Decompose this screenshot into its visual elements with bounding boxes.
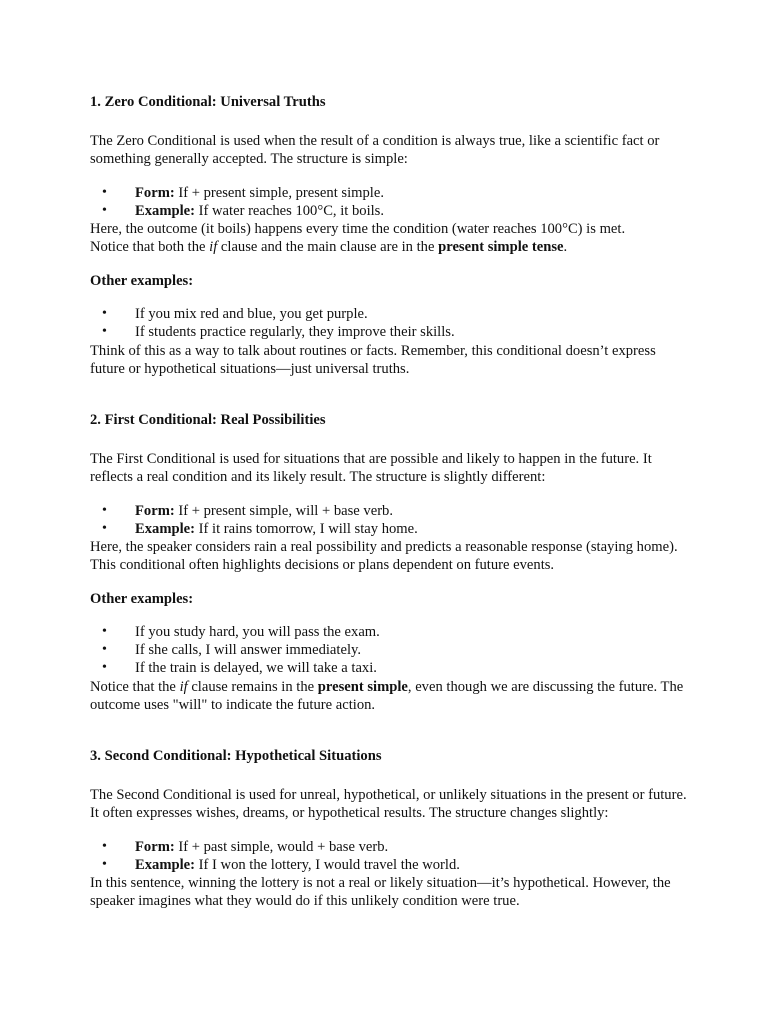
example-text: If the train is delayed, we will take a taxi. [135, 660, 377, 676]
paragraph: Here, the speaker considers rain a real possibility and predicts a reasonable response (staying home). This conditional often highlights decisions or plans dependent on future events. [90, 539, 678, 573]
section-intro [90, 450, 690, 486]
bullet-label: Example: [135, 521, 195, 537]
paragraph-block [90, 538, 690, 574]
bullet-text: If I won the lottery, I would travel the world. [195, 857, 460, 873]
list-item [90, 838, 690, 856]
bullet-icon: • [102, 521, 107, 536]
bullet-icon: • [102, 503, 107, 518]
example-text: If students practice regularly, they improve their skills. [135, 324, 455, 340]
text-run: Notice that the [90, 679, 180, 695]
bullet-icon: • [102, 185, 107, 200]
list-item [90, 323, 690, 341]
list-item [90, 856, 690, 874]
bullet-icon: • [102, 839, 107, 854]
bullet-icon: • [102, 857, 107, 872]
bullet-list [90, 502, 690, 538]
list-item [90, 520, 690, 538]
text-run: clause remains in the [187, 679, 318, 695]
bullet-list [90, 184, 690, 220]
paragraph-block [90, 342, 690, 378]
example-text: If she calls, I will answer immediately. [135, 642, 361, 658]
paragraph-block [90, 220, 690, 256]
text-run-bold: present simple tense [438, 239, 564, 255]
text-run: . [563, 239, 568, 255]
paragraph: The First Conditional is used for situations that are possible and likely to happen in the future. It reflects a real condition and its likely result. The structure is slightly different: [90, 451, 652, 485]
paragraph: Think of this as a way to talk about routines or facts. Remember, this conditional doesn’t express future or hypothetical situations—just universal truths. [90, 343, 656, 377]
text-run: , even though we are discussing the future. The outcome uses "will" to indicate the future action. [90, 679, 684, 713]
bullet-icon: • [102, 624, 107, 639]
bullet-icon: • [102, 324, 107, 339]
other-examples-heading-block [90, 590, 690, 608]
paragraph [90, 238, 690, 256]
paragraph: In this sentence, winning the lottery is not a real or likely situation—it’s hypothetical. However, the speaker imagines what they would do if this unlikely condition were true. [90, 875, 671, 909]
section-intro [90, 132, 690, 168]
bullet-label: Example: [135, 203, 195, 219]
list-item [90, 202, 690, 220]
bullet-icon: • [102, 306, 107, 321]
bullet-text: If + past simple, would + base verb. [174, 839, 389, 855]
bullet-icon: • [102, 642, 107, 657]
bullet-label: Form: [135, 839, 175, 855]
section-intro [90, 786, 690, 822]
bullet-text: If + present simple, will + base verb. [174, 503, 394, 519]
bullet-label: Form: [135, 185, 175, 201]
bullet-list [90, 838, 690, 874]
paragraph-block [90, 874, 690, 910]
section-zero-conditional [90, 93, 690, 111]
section-first-conditional [90, 411, 690, 429]
list-item [90, 641, 690, 659]
other-examples-heading-block [90, 272, 690, 290]
bullet-icon: • [102, 203, 107, 218]
example-text: If you mix red and blue, you get purple. [135, 306, 368, 322]
paragraph: The Zero Conditional is used when the result of a condition is always true, like a scientific fact or something generally accepted. The structure is simple: [90, 133, 660, 167]
other-examples-label: Other examples: [90, 273, 194, 289]
list-item [90, 659, 690, 677]
bullet-label: Example: [135, 857, 195, 873]
list-item [90, 623, 690, 641]
bullet-icon: • [102, 660, 107, 675]
list-item [90, 184, 690, 202]
section-heading: 1. Zero Conditional: Universal Truths [90, 94, 326, 110]
example-list [90, 623, 690, 677]
bullet-text: If it rains tomorrow, I will stay home. [195, 521, 418, 537]
section-second-conditional [90, 747, 690, 765]
bullet-label: Form: [135, 503, 175, 519]
paragraph-block [90, 678, 690, 714]
paragraph [90, 678, 690, 714]
example-text: If you study hard, you will pass the exam. [135, 624, 380, 640]
text-run: clause and the main clause are in the [217, 239, 439, 255]
paragraph: The Second Conditional is used for unreal, hypothetical, or unlikely situations in the present or future. It often expresses wishes, dreams, or hypothetical results. The structure changes slightly: [90, 787, 687, 821]
paragraph: Here, the outcome (it boils) happens every time the condition (water reaches 100°C) is met. [90, 221, 626, 237]
list-item [90, 502, 690, 520]
section-heading: 3. Second Conditional: Hypothetical Situations [90, 748, 382, 764]
text-run-italic: if [209, 239, 218, 255]
bullet-text: If + present simple, present simple. [174, 185, 384, 201]
example-list [90, 305, 690, 341]
other-examples-label: Other examples: [90, 591, 194, 607]
list-item [90, 305, 690, 323]
text-run: Notice that both the [90, 239, 210, 255]
bullet-text: If water reaches 100°C, it boils. [195, 203, 385, 219]
text-run-italic: if [179, 679, 188, 695]
section-heading: 2. First Conditional: Real Possibilities [90, 412, 326, 428]
text-run-bold: present simple [317, 679, 408, 695]
